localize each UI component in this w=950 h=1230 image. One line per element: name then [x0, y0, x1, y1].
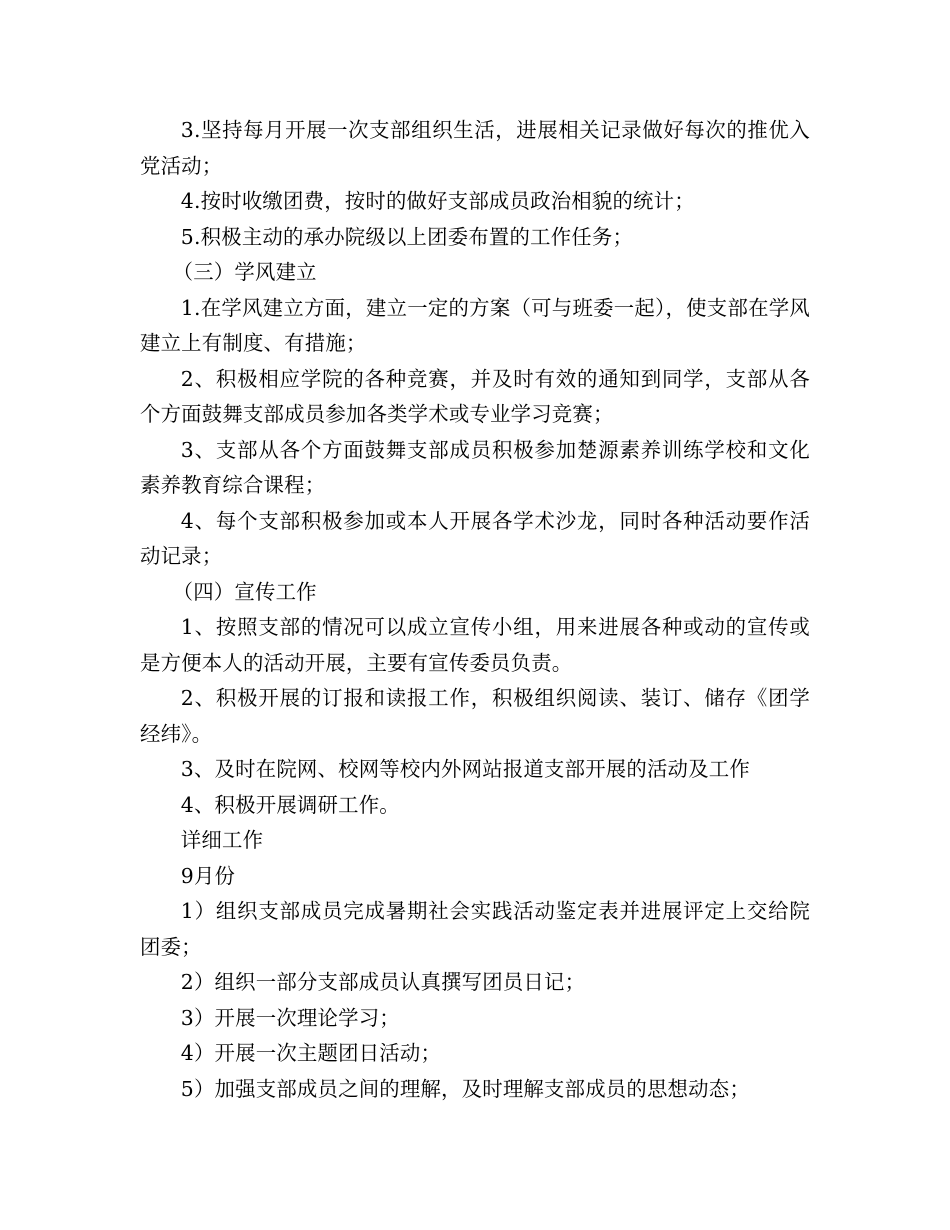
month-heading-september: 9月份: [180, 863, 236, 888]
task-item-5: 5）加强支部成员之间的理解，及时理解支部成员的思想动态；: [180, 1076, 750, 1101]
section-heading-study-style: （三）学风建立: [172, 260, 317, 284]
paragraph-publicity-1: 1、按照支部的情况可以成立宣传小组，用来进展各种或动的宣传或是方便本人的活动开展，主要有宣传委员负责。: [140, 615, 810, 675]
task-item-3: 3）开展一次理论学习；: [180, 1005, 400, 1030]
task-item-4: 4）开展一次主题团日活动；: [180, 1041, 442, 1065]
paragraph-publicity-3: 3、及时在院网、校网等校内外网站报道支部开展的活动及工作: [180, 757, 750, 781]
paragraph-item-5: 5.积极主动的承办院级以上团委布置的工作任务；: [180, 224, 634, 249]
paragraph-item-4: 4.按时收缴团费，按时的做好支部成员政治相貌的统计；: [180, 189, 695, 213]
paragraph-publicity-4: 4、积极开展调研工作。: [180, 792, 400, 817]
paragraph-publicity-2: 2、积极开展的订报和读报工作，积极组织阅读、装订、储存《团学经纬》。: [140, 686, 810, 746]
task-item-1: 1）组织支部成员完成暑期社会实践活动鉴定表并进展评定上交给院团委；: [140, 899, 810, 959]
paragraph-study-2: 2、积极相应学院的各种竞赛，并及时有效的通知到同学，支部从各个方面鼓舞支部成员参加各类学术或专业学习竞赛；: [140, 366, 810, 426]
paragraph-item-3: 3.坚持每月开展一次支部组织生活，进展相关记录做好每次的推优入党活动；: [140, 118, 810, 178]
paragraph-study-1: 1.在学风建立方面，建立一定的方案（可与班委一起），使支部在学风建立上有制度、有措施；: [140, 295, 810, 355]
document-body: [140, 113, 810, 1107]
section-heading-detailed-work: 详细工作: [180, 828, 264, 852]
task-item-2: 2）组织一部分支部成员认真撰写团员日记；: [180, 970, 586, 994]
paragraph-study-3: 3、支部从各个方面鼓舞支部成员积极参加楚源素养训练学校和文化素养教育综合课程；: [140, 437, 810, 497]
section-heading-publicity: （四）宣传工作: [172, 579, 317, 604]
paragraph-study-4: 4、每个支部积极参加或本人开展各学术沙龙，同时各种活动要作活动记录；: [140, 508, 810, 568]
